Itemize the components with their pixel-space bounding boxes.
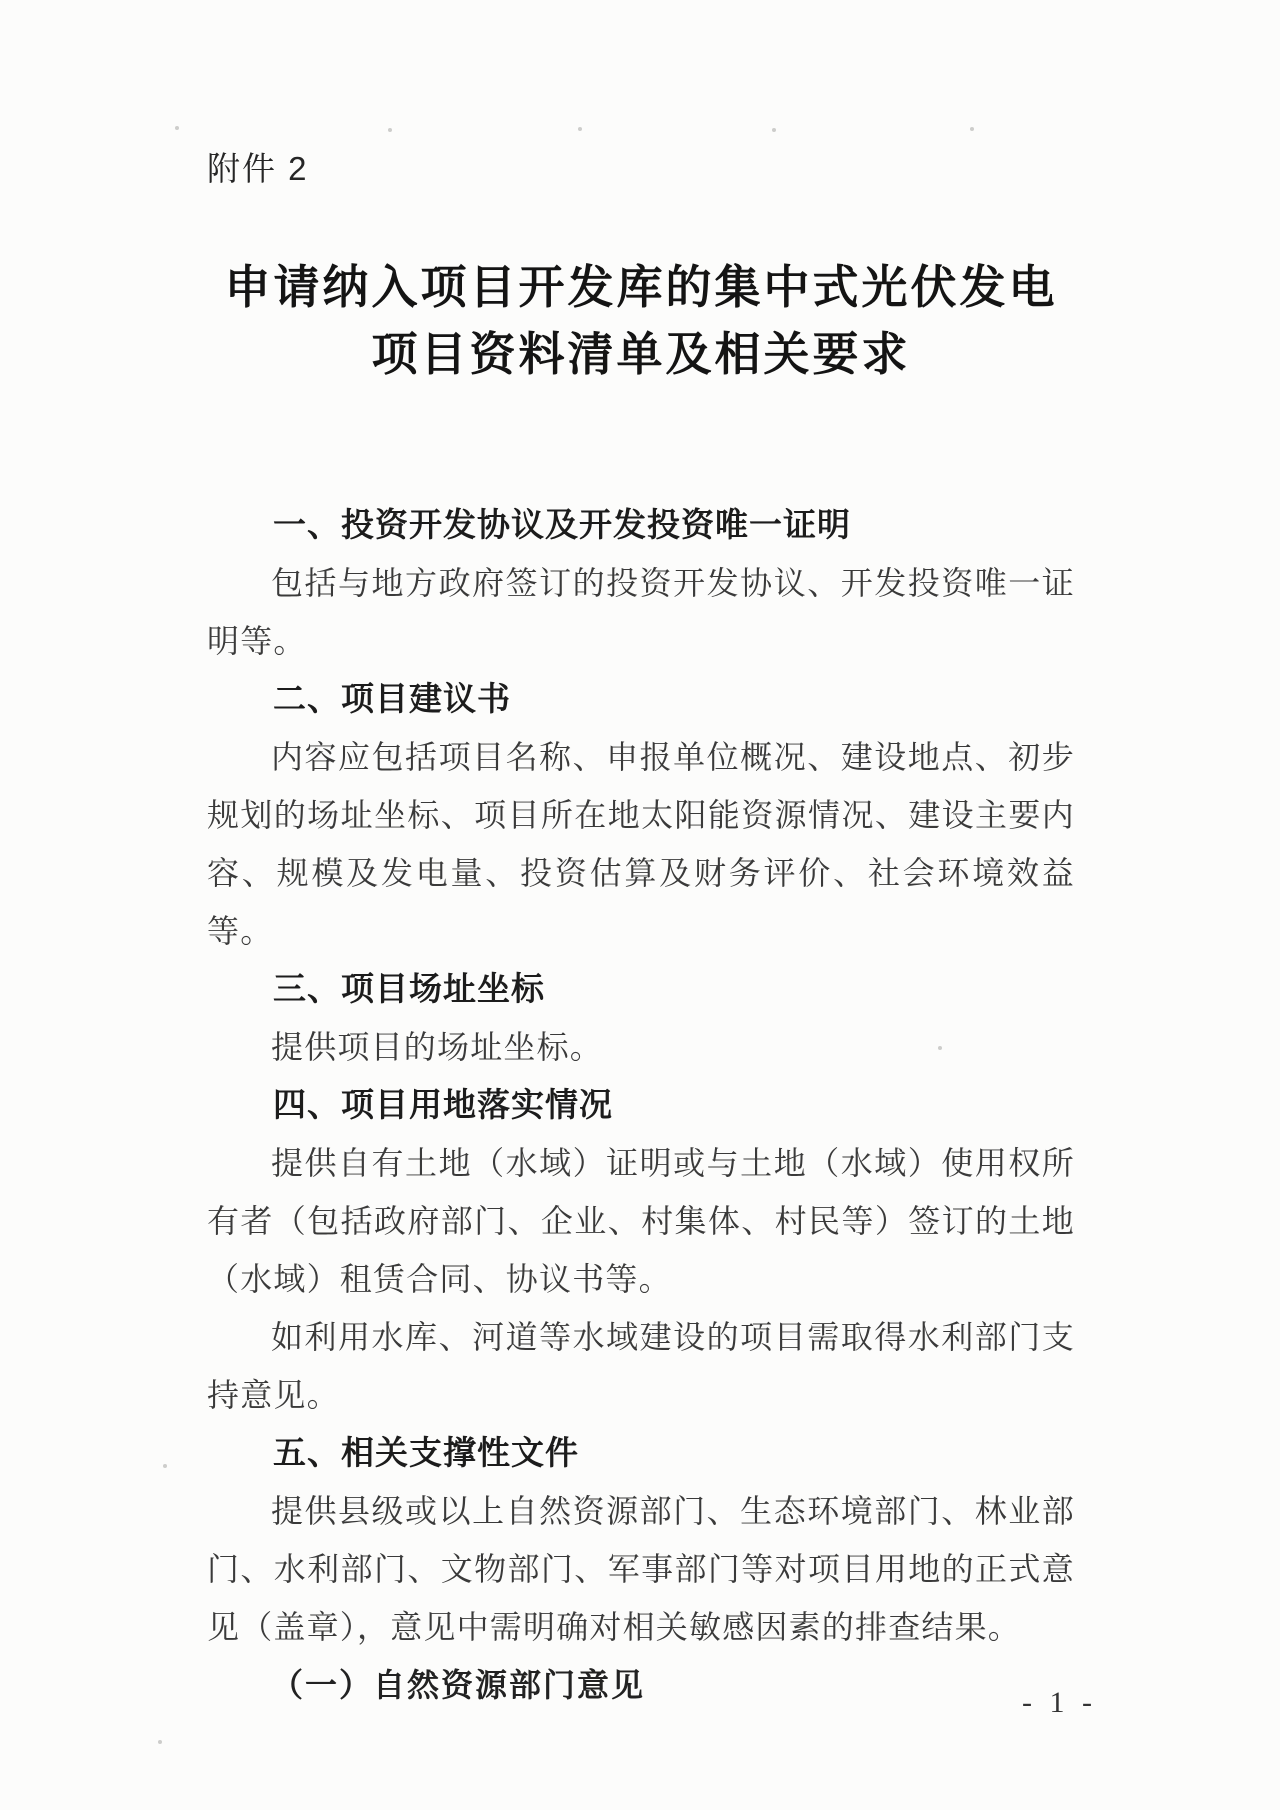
page-number: - 1 -	[1022, 1686, 1097, 1719]
section-1	[207, 496, 1075, 670]
section-3-paragraph: 提供项目的场址坐标。	[271, 1029, 604, 1065]
scan-speckle	[388, 128, 392, 132]
section-4-heading: 四、项目用地落实情况	[273, 1086, 613, 1123]
section-2-heading: 二、项目建议书	[273, 680, 511, 717]
section-4-paragraph-1: 提供自有土地（水域）证明或与土地（水域）使用权所有者（包括政府部门、企业、村集体、村民等）签订的土地（水域）租赁合同、协议书等。	[207, 1145, 1075, 1297]
scan-speckle	[175, 126, 179, 130]
document-body	[207, 496, 1075, 1714]
section-3-heading: 三、项目场址坐标	[273, 970, 545, 1007]
section-5-heading: 五、相关支撑性文件	[273, 1434, 579, 1471]
section-1-heading: 一、投资开发协议及开发投资唯一证明	[273, 506, 851, 543]
section-2	[207, 670, 1075, 960]
section-2-paragraph: 内容应包括项目名称、申报单位概况、建设地点、初步规划的场址坐标、项目所在地太阳能资源情况、建设主要内容、规模及发电量、投资估算及财务评价、社会环境效益等。	[207, 739, 1075, 949]
scan-speckle	[163, 1464, 167, 1468]
scan-speckle	[158, 1740, 162, 1744]
text-block	[207, 148, 1075, 1714]
document-title-line2: 项目资料清单及相关要求	[371, 329, 911, 380]
attachment-label: 附件 2	[207, 150, 309, 187]
section-4-paragraph-2: 如利用水库、河道等水域建设的项目需取得水利部门支持意见。	[207, 1319, 1075, 1413]
section-5	[207, 1424, 1075, 1714]
section-3	[207, 960, 1075, 1076]
scan-speckle	[578, 127, 582, 131]
section-4	[207, 1076, 1075, 1424]
document-title-line1: 申请纳入项目开发库的集中式光伏发电	[224, 262, 1058, 313]
document-title	[207, 254, 1075, 388]
section-5-paragraph: 提供县级或以上自然资源部门、生态环境部门、林业部门、水利部门、文物部门、军事部门等对项目用地的正式意见（盖章），意见中需明确对相关敏感因素的排查结果。	[207, 1493, 1075, 1645]
section-5-subheading: （一）自然资源部门意见	[271, 1667, 646, 1703]
section-1-paragraph: 包括与地方政府签订的投资开发协议、开发投资唯一证明等。	[207, 565, 1075, 659]
scan-speckle	[772, 128, 776, 132]
scan-speckle	[970, 127, 974, 131]
